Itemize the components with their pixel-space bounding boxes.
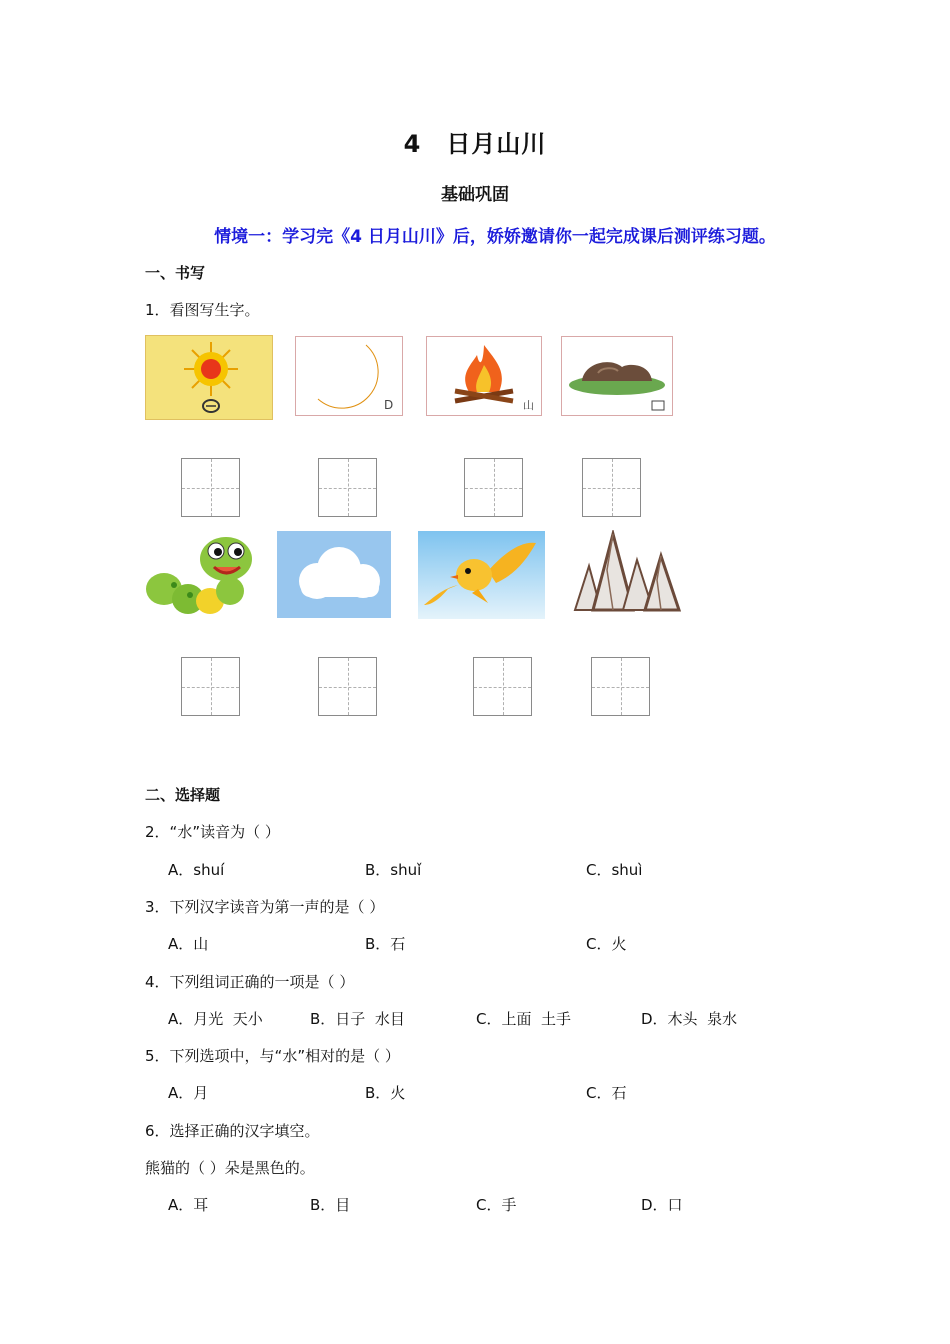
moon-picture: [295, 336, 403, 416]
writing-grid-5[interactable]: [181, 657, 240, 716]
q6-option-c[interactable]: C．手: [476, 1196, 517, 1214]
question-5: 5．下列选项中，与“水”相对的是（ ）: [145, 1047, 400, 1065]
question-6-sentence: 熊猫的（ ）朵是黑色的。: [145, 1159, 315, 1177]
writing-grid-1[interactable]: [181, 458, 240, 517]
question-6: 6．选择正确的汉字填空。: [145, 1122, 320, 1140]
q6-option-b[interactable]: B．目: [310, 1196, 351, 1214]
q2-option-a[interactable]: A．shuí: [168, 861, 225, 879]
stone-picture: [561, 336, 673, 416]
q2-option-b[interactable]: B．shuǐ: [365, 861, 422, 879]
bird-picture: [418, 531, 545, 619]
q3-option-a[interactable]: A．山: [168, 935, 209, 953]
question-4: 4．下列组词正确的一项是（ ）: [145, 973, 355, 991]
q2-option-c[interactable]: C．shuì: [586, 861, 643, 879]
q4-option-a[interactable]: A．月光 天小: [168, 1010, 263, 1028]
section-heading-choice: 二、选择题: [145, 786, 221, 804]
q6-option-d[interactable]: D．口: [641, 1196, 683, 1214]
scenario-text: 情境一：学习完《4 日月山川》后，娇娇邀请你一起完成课后测评练习题。: [214, 227, 776, 247]
writing-grid-6[interactable]: [318, 657, 377, 716]
q6-option-a[interactable]: A．耳: [168, 1196, 209, 1214]
writing-grid-7[interactable]: [473, 657, 532, 716]
worm-picture: [144, 529, 254, 621]
sun-picture: [145, 335, 273, 420]
q5-option-b[interactable]: B．火: [365, 1084, 406, 1102]
section-heading-writing: 一、书写: [145, 264, 206, 282]
svg-text:D: D: [384, 398, 394, 412]
q4-option-d[interactable]: D．木头 泉水: [641, 1010, 738, 1028]
fire-picture: [426, 336, 542, 416]
q3-option-b[interactable]: B．石: [365, 935, 406, 953]
writing-grid-3[interactable]: [464, 458, 523, 517]
question-3: 3．下列汉字读音为第一声的是（ ）: [145, 898, 385, 916]
q4-option-c[interactable]: C．上面 土手: [476, 1010, 572, 1028]
writing-grid-2[interactable]: [318, 458, 377, 517]
q5-option-c[interactable]: C．石: [586, 1084, 627, 1102]
q5-option-a[interactable]: A．月: [168, 1084, 209, 1102]
mountain-picture: [573, 530, 681, 618]
q3-option-c[interactable]: C．火: [586, 935, 627, 953]
svg-text:山: 山: [523, 399, 534, 412]
cloud-picture: [277, 531, 391, 618]
question-2: 2．“水”读音为（ ）: [145, 823, 280, 841]
writing-grid-4[interactable]: [582, 458, 641, 517]
page-title: 4 日月山川: [403, 130, 547, 158]
question-1: 1．看图写生字。: [145, 301, 260, 319]
writing-grid-8[interactable]: [591, 657, 650, 716]
page-subtitle: 基础巩固: [441, 185, 509, 205]
q4-option-b[interactable]: B．日子 水目: [310, 1010, 405, 1028]
